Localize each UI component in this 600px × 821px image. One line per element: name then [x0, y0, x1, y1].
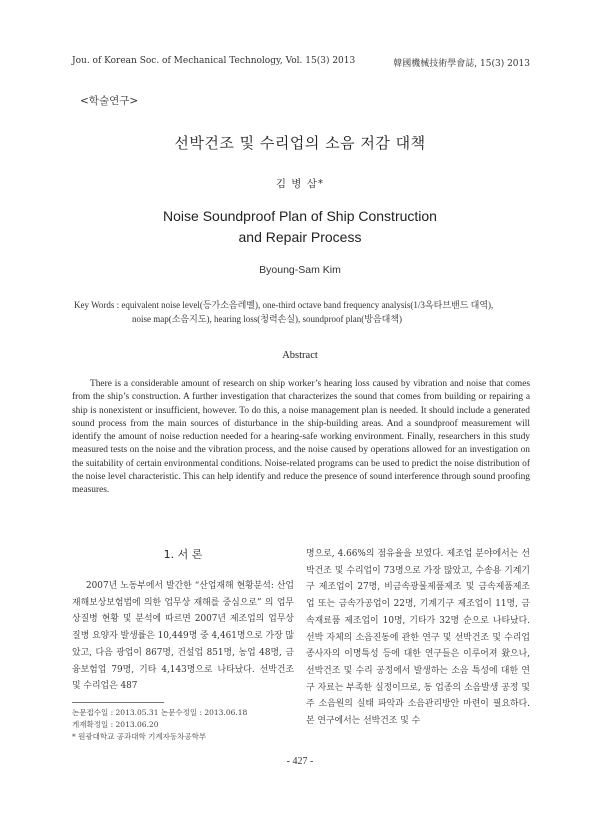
author-english: Byoung-Sam Kim — [259, 264, 341, 276]
keywords-line-2: noise map(소음지도), hearing loss(청력손실), soundproof plan(방음대책) — [132, 314, 403, 324]
abstract-heading: Abstract — [282, 350, 318, 361]
section-title-introduction: 1. 서 론 — [163, 548, 203, 561]
paper-title-korean: 선박건조 및 수리업의 소음 저감 대책 — [174, 134, 426, 152]
footnotes — [72, 707, 294, 743]
introduction-text-right: 명으로, 4.66%의 점유율을 보였다. 제조업 분야에서는 선박건조 및 수리업이 73명으로 가장 많았고, 수송용 기계기구 제조업이 27명, 비금속광물제품제조 및 금속제품제조업 또는 금속가공업이 22명, 기계기구 제조업이 11명, 금속재료품 제조업이 10명, 기타가 32명 순으로 나타났다. 선박 자체의 소음진동에 관한 연구 및 선박건조 및 수리업 종사자의 이명특성 등에 대한 연구들은 이루어져 왔으나, 선박건조 및 수리 공정에서 발생하는 소음 특성에 대한 연구 자료는 부족한 실정이므로, 동 업종의 소음발생 공정 및 주 소음원의 실태 파악과 소음관리방안 마련이 필요하다. 본 연구에서는 선박건조 및 수 — [306, 549, 530, 727]
title-en-line-2: and Repair Process — [238, 229, 362, 245]
keywords-line-1: equivalent noise level(등가소음레벨), one-third octave band frequency analysis(1/3옥타브밴드 대역), — [121, 300, 494, 310]
journal-header-ko: 韓國機械技術學會誌, 15(3) 2013 — [393, 59, 530, 69]
keywords-label: Key Words : — [74, 300, 122, 310]
journal-header-en: Jou. of Korean Soc. of Mechanical Technology, Vol. 15(3) 2013 — [72, 56, 356, 66]
article-category: <학술연구> — [80, 95, 139, 107]
footnote-accepted-date: 게재확정일 : 2013.06.20 — [72, 720, 159, 729]
left-column — [72, 546, 294, 695]
keywords-block — [74, 298, 544, 326]
title-en-line-1: Noise Soundproof Plan of Ship Construction — [163, 208, 437, 224]
footnote-affiliation: * 원광대학교 공과대학 기계자동차공학부 — [72, 732, 207, 741]
footnote-divider — [72, 702, 164, 703]
introduction-text-left: 2007년 노동부에서 발간한 “산업재해 현황분석: 산업재해보상보험법에 의한 업무상 재해를 중심으로” 의 업무상질병 현황 및 분석에 따르면 2007년 제조업의 업무상 질병 요양자 발생률은 10,449명 중 4,461명으로 가장 많았고, 다음 광업이 867명, 건설업 851명, 농업 48명, 금융보험업 79명, 기타 4,143명으로 나타났다. 선박건조 및 수리업은 487 — [72, 581, 294, 692]
abstract-body: There is a considerable amount of research on ship worker’s hearing loss caused by vibration and noise that comes from the ship’s construction. A further investigation that characterizes the sound that comes from building or repairing a ship is nonexistent or insufficient, however. To do this, a noise management plan is needed. It should include a generated sound process from the main sources of disturbance in the ship-building areas. And a soundproof measurement will identify the amount of noise reduction needed for a hearing-safe working environment. Finally, researchers in this study measured tests on the noise and the vibration process, and the noise caused by operations allowed for an investigation on the suitability of certain environmental conditions. Noise-related programs can be used to predict the noise distribution of the noise level characteristic. This can help identify and reduce the presence of sound interference through sound proofing measures. — [72, 379, 530, 496]
footnote-received-date: 논문접수일 : 2013.05.31 논문수정일 : 2013.06.18 — [72, 708, 248, 717]
paper-title-english — [0, 206, 600, 248]
page-number: - 427 - — [286, 756, 314, 767]
author-korean: 김 병 삼* — [275, 178, 325, 190]
